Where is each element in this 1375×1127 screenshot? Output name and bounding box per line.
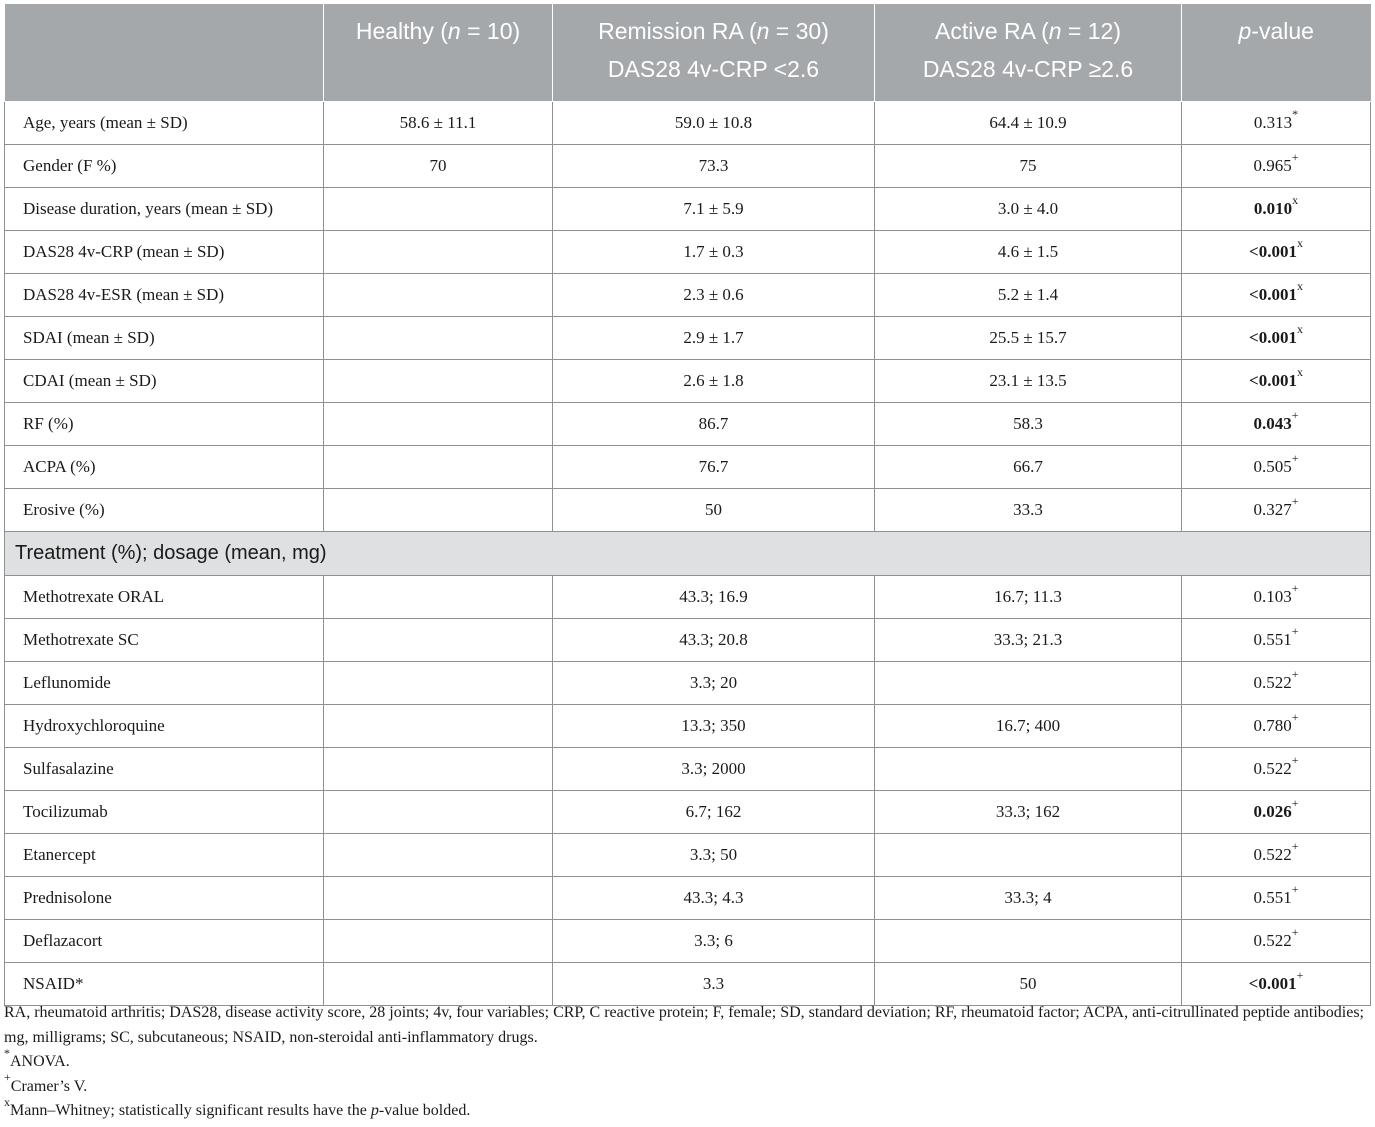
p-value-cell bbox=[1182, 576, 1371, 619]
p-value-cell bbox=[1182, 102, 1371, 145]
healthy-value bbox=[324, 834, 553, 877]
remission-value: 3.3; 20 bbox=[553, 662, 875, 705]
row-label: DAS28 4v-ESR (mean ± SD) bbox=[5, 274, 324, 317]
header-empty bbox=[5, 4, 324, 102]
table-row bbox=[5, 274, 1371, 317]
characteristics-table bbox=[4, 4, 1371, 1006]
row-label: Methotrexate ORAL bbox=[5, 576, 324, 619]
p-value: 0.103 bbox=[1253, 587, 1292, 606]
remission-value: 3.3; 6 bbox=[553, 920, 875, 963]
test-marker: * bbox=[1292, 107, 1299, 122]
table-row bbox=[5, 963, 1371, 1006]
test-marker: + bbox=[1291, 839, 1299, 854]
row-label: Hydroxychloroquine bbox=[5, 705, 324, 748]
p-value: 0.522 bbox=[1253, 673, 1292, 692]
active-value: 16.7; 11.3 bbox=[875, 576, 1182, 619]
p-value: 0.965 bbox=[1253, 156, 1292, 175]
remission-value: 2.6 ± 1.8 bbox=[553, 360, 875, 403]
test-marker: + bbox=[1296, 968, 1304, 983]
row-label: NSAID* bbox=[5, 963, 324, 1006]
active-value: 66.7 bbox=[875, 446, 1182, 489]
p-value: <0.001 bbox=[1249, 328, 1297, 347]
healthy-value bbox=[324, 317, 553, 360]
row-label: Deflazacort bbox=[5, 920, 324, 963]
table-row bbox=[5, 920, 1371, 963]
remission-value: 6.7; 162 bbox=[553, 791, 875, 834]
p-value: 0.026 bbox=[1253, 802, 1292, 821]
remission-value: 13.3; 350 bbox=[553, 705, 875, 748]
remission-value: 2.3 ± 0.6 bbox=[553, 274, 875, 317]
healthy-value bbox=[324, 446, 553, 489]
active-value: 64.4 ± 10.9 bbox=[875, 102, 1182, 145]
active-value bbox=[875, 920, 1182, 963]
header-pvalue: p-value bbox=[1182, 4, 1371, 102]
healthy-value bbox=[324, 963, 553, 1006]
test-marker: + bbox=[1291, 753, 1299, 768]
test-marker: x bbox=[1296, 365, 1303, 380]
remission-value: 2.9 ± 1.7 bbox=[553, 317, 875, 360]
remission-value: 3.3; 50 bbox=[553, 834, 875, 877]
active-value: 33.3 bbox=[875, 489, 1182, 532]
remission-value: 1.7 ± 0.3 bbox=[553, 231, 875, 274]
healthy-value bbox=[324, 231, 553, 274]
remission-value: 3.3 bbox=[553, 963, 875, 1006]
p-value: 0.551 bbox=[1253, 888, 1292, 907]
test-marker: + bbox=[1291, 408, 1299, 423]
table-row bbox=[5, 188, 1371, 231]
table-row bbox=[5, 748, 1371, 791]
p-value-cell bbox=[1182, 662, 1371, 705]
row-label: RF (%) bbox=[5, 403, 324, 446]
table-body bbox=[5, 102, 1371, 1006]
header-row bbox=[5, 4, 1371, 102]
table-row bbox=[5, 102, 1371, 145]
remission-value: 43.3; 4.3 bbox=[553, 877, 875, 920]
p-value: 0.780 bbox=[1253, 716, 1292, 735]
p-value-cell bbox=[1182, 360, 1371, 403]
table-container bbox=[4, 4, 1370, 1006]
active-value: 23.1 ± 13.5 bbox=[875, 360, 1182, 403]
active-value: 50 bbox=[875, 963, 1182, 1006]
row-label: Methotrexate SC bbox=[5, 619, 324, 662]
p-value: <0.001 bbox=[1249, 285, 1297, 304]
healthy-value bbox=[324, 489, 553, 532]
active-value: 33.3; 21.3 bbox=[875, 619, 1182, 662]
p-value-cell bbox=[1182, 188, 1371, 231]
p-value: 0.327 bbox=[1253, 500, 1292, 519]
p-value-cell bbox=[1182, 274, 1371, 317]
active-value: 4.6 ± 1.5 bbox=[875, 231, 1182, 274]
active-value: 5.2 ± 1.4 bbox=[875, 274, 1182, 317]
healthy-value bbox=[324, 274, 553, 317]
active-value: 16.7; 400 bbox=[875, 705, 1182, 748]
healthy-value bbox=[324, 748, 553, 791]
p-value-cell bbox=[1182, 489, 1371, 532]
footnote-anova: *ANOVA. bbox=[4, 1045, 70, 1070]
p-value: 0.551 bbox=[1253, 630, 1292, 649]
p-value: <0.001 bbox=[1249, 242, 1297, 261]
test-marker: + bbox=[1291, 494, 1299, 509]
table-row bbox=[5, 877, 1371, 920]
p-value-cell bbox=[1182, 619, 1371, 662]
test-marker: x bbox=[1296, 236, 1303, 251]
test-marker: x bbox=[1296, 279, 1303, 294]
p-value-cell bbox=[1182, 920, 1371, 963]
table-row bbox=[5, 705, 1371, 748]
remission-value: 76.7 bbox=[553, 446, 875, 489]
healthy-value: 58.6 ± 11.1 bbox=[324, 102, 553, 145]
p-value-cell bbox=[1182, 403, 1371, 446]
p-value-cell bbox=[1182, 834, 1371, 877]
healthy-value bbox=[324, 403, 553, 446]
p-value-cell bbox=[1182, 791, 1371, 834]
p-value-cell bbox=[1182, 145, 1371, 188]
table-row bbox=[5, 403, 1371, 446]
p-value: <0.001 bbox=[1248, 974, 1297, 993]
active-value: 33.3; 162 bbox=[875, 791, 1182, 834]
p-value-cell bbox=[1182, 963, 1371, 1006]
remission-value: 86.7 bbox=[553, 403, 875, 446]
section-row bbox=[5, 532, 1371, 576]
test-marker: + bbox=[1291, 882, 1299, 897]
active-value: 25.5 ± 15.7 bbox=[875, 317, 1182, 360]
p-value-cell bbox=[1182, 446, 1371, 489]
p-value: 0.043 bbox=[1253, 414, 1292, 433]
row-label: Tocilizumab bbox=[5, 791, 324, 834]
table-row bbox=[5, 360, 1371, 403]
test-marker: + bbox=[1291, 581, 1299, 596]
active-value bbox=[875, 834, 1182, 877]
p-value: 0.522 bbox=[1253, 759, 1292, 778]
test-marker: x bbox=[1292, 193, 1299, 208]
p-value-cell bbox=[1182, 705, 1371, 748]
active-value: 75 bbox=[875, 145, 1182, 188]
footnote-abbreviations: RA, rheumatoid arthritis; DAS28, disease activity score, 28 joints; 4v, four variables; CRP, C reactive protein; F, female; SD, standard deviation; RF, rheumatoid factor; ACPA, anti-citrullinated peptide antibodies; mg, milligrams; SC, subcutaneous; NSAID, non-steroidal anti-inflammatory drugs. bbox=[4, 1004, 1364, 1046]
table-row bbox=[5, 489, 1371, 532]
active-value: 58.3 bbox=[875, 403, 1182, 446]
remission-value: 50 bbox=[553, 489, 875, 532]
remission-value: 7.1 ± 5.9 bbox=[553, 188, 875, 231]
table-row bbox=[5, 834, 1371, 877]
p-value-cell bbox=[1182, 748, 1371, 791]
active-value: 3.0 ± 4.0 bbox=[875, 188, 1182, 231]
row-label: Gender (F %) bbox=[5, 145, 324, 188]
p-value: 0.522 bbox=[1253, 931, 1292, 950]
table-row bbox=[5, 231, 1371, 274]
row-label: ACPA (%) bbox=[5, 446, 324, 489]
table-row bbox=[5, 145, 1371, 188]
remission-value: 73.3 bbox=[553, 145, 875, 188]
test-marker: + bbox=[1291, 925, 1299, 940]
p-value: 0.010 bbox=[1253, 199, 1293, 218]
table-row bbox=[5, 791, 1371, 834]
active-value bbox=[875, 748, 1182, 791]
table-row bbox=[5, 446, 1371, 489]
row-label: SDAI (mean ± SD) bbox=[5, 317, 324, 360]
row-label: Etanercept bbox=[5, 834, 324, 877]
healthy-value: 70 bbox=[324, 145, 553, 188]
row-label: Age, years (mean ± SD) bbox=[5, 102, 324, 145]
footnotes bbox=[4, 1001, 1372, 1124]
row-label: Sulfasalazine bbox=[5, 748, 324, 791]
test-marker: + bbox=[1291, 451, 1299, 466]
remission-value: 43.3; 16.9 bbox=[553, 576, 875, 619]
healthy-value bbox=[324, 920, 553, 963]
table-row bbox=[5, 576, 1371, 619]
p-value-cell bbox=[1182, 877, 1371, 920]
healthy-value bbox=[324, 877, 553, 920]
header-active: Active RA (n = 12) DAS28 4v-CRP ≥2.6 bbox=[875, 4, 1182, 102]
table-row bbox=[5, 619, 1371, 662]
test-marker: + bbox=[1291, 710, 1299, 725]
healthy-value bbox=[324, 705, 553, 748]
section-label: Treatment (%); dosage (mean, mg) bbox=[5, 532, 1371, 576]
header-remission: Remission RA (n = 30) DAS28 4v-CRP <2.6 bbox=[553, 4, 875, 102]
healthy-value bbox=[324, 360, 553, 403]
p-value-cell bbox=[1182, 231, 1371, 274]
healthy-value bbox=[324, 619, 553, 662]
p-value: 0.313 bbox=[1253, 113, 1293, 132]
test-marker: x bbox=[1296, 322, 1303, 337]
row-label: Leflunomide bbox=[5, 662, 324, 705]
test-marker: + bbox=[1291, 667, 1299, 682]
row-label: DAS28 4v-CRP (mean ± SD) bbox=[5, 231, 324, 274]
remission-value: 59.0 ± 10.8 bbox=[553, 102, 875, 145]
p-value: <0.001 bbox=[1249, 371, 1297, 390]
p-value: 0.522 bbox=[1253, 845, 1292, 864]
healthy-value bbox=[324, 662, 553, 705]
healthy-value bbox=[324, 576, 553, 619]
test-marker: + bbox=[1291, 150, 1299, 165]
footnote-cramer: +Cramer’s V. bbox=[4, 1070, 88, 1095]
row-label: CDAI (mean ± SD) bbox=[5, 360, 324, 403]
row-label: Prednisolone bbox=[5, 877, 324, 920]
row-label: Disease duration, years (mean ± SD) bbox=[5, 188, 324, 231]
header-healthy: Healthy (n = 10) bbox=[324, 4, 553, 102]
footnote-mann-whitney: $^x$Mann–Whitney; statistically significant results have the p-value bolded. bbox=[4, 1094, 471, 1119]
remission-value: 3.3; 2000 bbox=[553, 748, 875, 791]
row-label: Erosive (%) bbox=[5, 489, 324, 532]
healthy-value bbox=[324, 188, 553, 231]
p-value: 0.505 bbox=[1253, 457, 1292, 476]
table-row bbox=[5, 662, 1371, 705]
test-marker: + bbox=[1291, 624, 1299, 639]
healthy-value bbox=[324, 791, 553, 834]
p-value-cell bbox=[1182, 317, 1371, 360]
remission-value: 43.3; 20.8 bbox=[553, 619, 875, 662]
test-marker: + bbox=[1291, 796, 1299, 811]
active-value bbox=[875, 662, 1182, 705]
table-row bbox=[5, 317, 1371, 360]
active-value: 33.3; 4 bbox=[875, 877, 1182, 920]
